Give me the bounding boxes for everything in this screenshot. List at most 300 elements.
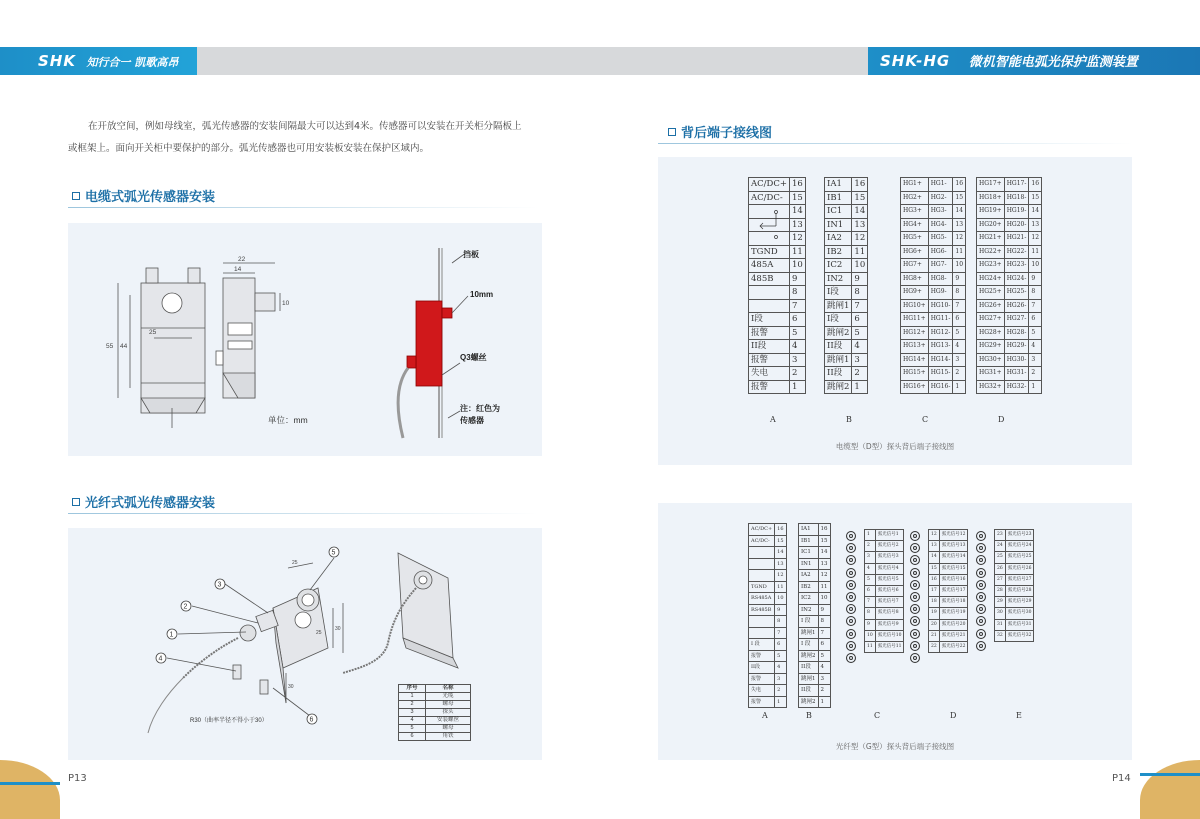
terminal-cell: 1 — [953, 380, 966, 394]
terminal-cell: 6 — [1029, 313, 1042, 327]
unit-label: 单位：mm — [268, 415, 308, 425]
terminal-cell: 8 — [775, 616, 786, 628]
terminal-cell: HG17- — [1004, 178, 1029, 192]
terminal-cell: 弧光信号3 — [875, 552, 904, 563]
table-row — [977, 380, 1042, 394]
terminal-cell — [749, 558, 775, 570]
dim-44: 44 — [120, 343, 128, 350]
table-row — [865, 619, 904, 630]
table-row — [901, 245, 966, 259]
table-row — [749, 353, 806, 367]
part-no: 1 — [399, 693, 426, 701]
callout-5: 5 — [331, 549, 336, 557]
terminal-cell: 报警 — [749, 696, 775, 708]
terminal-cell: 15 — [852, 191, 868, 205]
terminal-cell: 跳闸2 — [799, 696, 819, 708]
table-row — [977, 191, 1042, 205]
terminal-cell: 6 — [818, 639, 830, 651]
table-row — [977, 205, 1042, 219]
table-row — [977, 313, 1042, 327]
table-row — [995, 597, 1034, 608]
table-row — [901, 299, 966, 313]
table-row — [749, 581, 787, 593]
fiber-sensor-panel — [68, 528, 542, 760]
terminal-cell: 7 — [865, 597, 876, 608]
table-row — [749, 367, 806, 381]
red-sensor-shape — [416, 301, 442, 386]
header-left-logo — [38, 47, 178, 77]
bullet-square-icon — [668, 128, 676, 136]
terminal-cell: 弧光信号23 — [1005, 530, 1034, 541]
fiber-port-icon — [976, 568, 986, 578]
terminal-cell: 15 — [789, 191, 805, 205]
table-row — [825, 205, 868, 219]
table-row — [977, 326, 1042, 340]
terminal-cell: 报警 — [749, 380, 790, 394]
terminal-cell: IC2 — [799, 593, 819, 605]
table-row — [799, 524, 831, 536]
table-row — [749, 685, 787, 697]
terminal-cell: 5 — [818, 650, 830, 662]
table-row — [799, 685, 831, 697]
sensor-front-hole — [162, 293, 182, 313]
terminal-cell: 16 — [818, 524, 830, 536]
table-row — [825, 178, 868, 192]
terminal-cell: 485B — [749, 272, 790, 286]
fiber-port-icon — [846, 568, 856, 578]
terminal-cell: 弧光信号21 — [939, 630, 968, 641]
table-row — [901, 272, 966, 286]
table-row — [825, 218, 868, 232]
table-row — [749, 627, 787, 639]
terminal-cell: IC2 — [825, 259, 852, 273]
terminal-cell: 弧光信号24 — [1005, 541, 1034, 552]
terminal-cell: HG1+ — [901, 178, 929, 192]
intro-line-2: 或框架上。面向开关柜中要保护的部分。弧光传感器也可用安装板安装在保护区域内。 — [68, 143, 430, 154]
terminal-block — [976, 177, 1042, 394]
label-screw: Q3螺丝 — [460, 353, 487, 362]
terminal-cell: 6 — [852, 313, 868, 327]
terminal-cell: HG24- — [1004, 272, 1029, 286]
table-row — [749, 547, 787, 559]
terminal-cell: HG9+ — [901, 286, 929, 300]
table-row — [799, 650, 831, 662]
terminal-cell: HG12- — [928, 326, 953, 340]
terminal-cell: 弧光信号11 — [875, 642, 904, 653]
table-row — [825, 259, 868, 273]
terminal-cell: AC/DC- — [749, 535, 775, 547]
fiber-port-icon — [910, 641, 920, 651]
terminal-cell: 21 — [929, 630, 940, 641]
terminal-cell: TGND — [749, 245, 790, 259]
terminal-cell: 14 — [929, 552, 940, 563]
part-name: 角铁 — [426, 733, 471, 741]
table-row — [825, 191, 868, 205]
fiber-port-icon — [976, 629, 986, 639]
terminal-cell: 8 — [852, 286, 868, 300]
table-row — [901, 380, 966, 394]
terminal-cell: II段 — [825, 340, 852, 354]
table-row — [799, 581, 831, 593]
terminal-cell: 14 — [775, 547, 786, 559]
fiber-port-icon — [910, 580, 920, 590]
terminal-cell: 11 — [789, 245, 805, 259]
terminal-cell: 6 — [775, 639, 786, 651]
fiber-port-icon — [910, 629, 920, 639]
table-row — [901, 259, 966, 273]
table-row — [749, 524, 787, 536]
table-row — [749, 326, 806, 340]
table-row — [749, 650, 787, 662]
terminal-cell: 15 — [818, 535, 830, 547]
terminal-cell: I段 — [825, 286, 852, 300]
terminal-cell — [749, 627, 775, 639]
terminal-cell: 16 — [929, 574, 940, 585]
terminal-cell: HG5+ — [901, 232, 929, 246]
header-left-gray-band — [197, 47, 600, 75]
terminal-cell: 8 — [865, 608, 876, 619]
terminal-cell: 3 — [775, 673, 786, 685]
terminal-cell: 4 — [852, 340, 868, 354]
fiber-port-icon — [976, 580, 986, 590]
terminal-cell: HG22+ — [977, 245, 1005, 259]
terminal-cell: HG4- — [928, 218, 953, 232]
fiber-port-icon — [976, 604, 986, 614]
terminal-cell: 3 — [818, 673, 830, 685]
table-row — [901, 340, 966, 354]
fiber-port-icon — [976, 592, 986, 602]
brand-logo-left: SHK — [38, 52, 76, 70]
column-label: C — [874, 711, 881, 720]
terminal-cell: IN2 — [825, 272, 852, 286]
terminal-cell: HG20- — [1004, 218, 1029, 232]
terminal-cell: 7 — [775, 627, 786, 639]
terminal-cell: HG18+ — [977, 191, 1005, 205]
terminal-cell: 22 — [929, 642, 940, 653]
terminal-cell: AC/DC+ — [749, 178, 790, 192]
terminal-cell: 弧光信号6 — [875, 586, 904, 597]
table-row — [399, 709, 471, 717]
fiber-port-icon — [976, 641, 986, 651]
dim-55: 55 — [106, 343, 114, 350]
terminal-cell: 14 — [1029, 205, 1042, 219]
fiber-port-icon — [846, 604, 856, 614]
fiber-port-icon — [910, 531, 920, 541]
terminal-block — [900, 177, 966, 394]
part-name: 螺母 — [426, 701, 471, 709]
terminal-cell: 2 — [1029, 367, 1042, 381]
section-divider — [68, 207, 538, 208]
column-label: A — [762, 711, 768, 720]
terminal-cell: HG19+ — [977, 205, 1005, 219]
terminal-cell: IA1 — [825, 178, 852, 192]
terminal-cell: I 段 — [749, 639, 775, 651]
terminal-cell: 2 — [818, 685, 830, 697]
terminal-cell: 9 — [953, 272, 966, 286]
fiber-port-icon — [976, 555, 986, 565]
fiber-port-icon — [910, 555, 920, 565]
intro-line-1: 在开放空间，例如母线室，弧光传感器的安装间隔最大可以达到4米。传感器可以安装在开关柜分隔板上 — [88, 121, 522, 132]
terminal-cell: 16 — [789, 178, 805, 192]
label-hole: 10mm — [470, 290, 494, 299]
terminal-cell: HG30- — [1004, 353, 1029, 367]
table-row — [995, 563, 1034, 574]
terminal-cell: 14 — [789, 205, 805, 219]
part-no: 5 — [399, 725, 426, 733]
table-row — [825, 232, 868, 246]
terminal-cell: HG19- — [1004, 205, 1029, 219]
fiber-port-icon — [846, 531, 856, 541]
table-row — [929, 630, 968, 641]
table-row — [825, 245, 868, 259]
terminal-cell: HG18- — [1004, 191, 1029, 205]
table-row — [977, 178, 1042, 192]
bullet-square-icon — [72, 192, 80, 200]
terminal-cell: 9 — [818, 604, 830, 616]
part-name: 螺母 — [426, 725, 471, 733]
parts-table-header — [399, 685, 471, 693]
terminal-cell: 10 — [789, 259, 805, 273]
terminal-cell: RS485A — [749, 593, 775, 605]
table-row — [799, 547, 831, 559]
footer-gold-arc-left — [0, 760, 60, 819]
ground-switch-icon — [750, 204, 790, 244]
terminal-cell: 31 — [995, 619, 1006, 630]
terminal-cell: IA2 — [825, 232, 852, 246]
section-terminal-title — [668, 122, 772, 141]
terminal-cell: HG23+ — [977, 259, 1005, 273]
terminal-cell: 20 — [929, 619, 940, 630]
bullet-square-icon — [72, 498, 80, 506]
terminal-cell: 跳闸2 — [799, 650, 819, 662]
terminal-cell: 3 — [789, 353, 805, 367]
terminal-cell: 30 — [995, 608, 1006, 619]
terminal-cell: HG11- — [928, 313, 953, 327]
callout-6: 6 — [309, 716, 314, 724]
terminal-cell: II段 — [799, 685, 819, 697]
terminal-cell: HG27+ — [977, 313, 1005, 327]
terminal-cell: 5 — [865, 574, 876, 585]
terminal-cell: 跳闸1 — [825, 299, 852, 313]
table-row — [799, 558, 831, 570]
terminal-cell: 13 — [775, 558, 786, 570]
section-cable-sensor-label: 电缆式弧光传感器安装 — [85, 190, 216, 205]
table-row — [901, 367, 966, 381]
table-row — [749, 380, 806, 394]
terminal-cell: II段 — [749, 340, 790, 354]
terminal-cell: 弧光信号28 — [1005, 586, 1034, 597]
terminal-cell: 弧光信号15 — [939, 563, 968, 574]
terminal-cell: HG30+ — [977, 353, 1005, 367]
terminal-cell: 16 — [775, 524, 786, 536]
terminal-cell: 弧光信号29 — [1005, 597, 1034, 608]
terminal-cell: TGND — [749, 581, 775, 593]
table-row — [825, 326, 868, 340]
callout-1: 1 — [169, 631, 174, 639]
table-row — [929, 586, 968, 597]
terminal-cell: 28 — [995, 586, 1006, 597]
terminal-cell: HG3+ — [901, 205, 929, 219]
terminal-cell: IN1 — [799, 558, 819, 570]
terminal-cell: HG2- — [928, 191, 953, 205]
terminal-cell: IB2 — [825, 245, 852, 259]
dim-30-low: 30 — [288, 684, 294, 690]
column-label: C — [922, 415, 929, 424]
fiber-port-icon — [846, 616, 856, 626]
terminal-cell: 弧光信号5 — [875, 574, 904, 585]
terminal-block — [798, 523, 831, 708]
terminal-cell: RS485B — [749, 604, 775, 616]
table-row — [929, 619, 968, 630]
terminal-cell — [749, 299, 790, 313]
terminal-cell: 9 — [852, 272, 868, 286]
terminal-cell: 485A — [749, 259, 790, 273]
terminal-cell: 4 — [789, 340, 805, 354]
table-row — [977, 299, 1042, 313]
terminal-cell — [749, 547, 775, 559]
dim-25-top: 25 — [292, 560, 298, 566]
table-row — [749, 340, 806, 354]
table-row — [995, 530, 1034, 541]
table-row — [825, 272, 868, 286]
terminal-cell: HG28+ — [977, 326, 1005, 340]
terminal-cell: 2 — [789, 367, 805, 381]
parts-header-no: 序号 — [399, 685, 426, 693]
column-label: E — [1016, 711, 1022, 720]
terminal-cell: I段 — [825, 313, 852, 327]
terminal-cell: 弧光信号27 — [1005, 574, 1034, 585]
terminal-cell: 4 — [818, 662, 830, 674]
callout-2: 2 — [183, 603, 188, 611]
fiber-port-icon — [910, 653, 920, 663]
terminal-cell: 9 — [1029, 272, 1042, 286]
terminal-cell: 1 — [789, 380, 805, 394]
terminal-cell: 4 — [953, 340, 966, 354]
terminal-cell: 弧光信号19 — [939, 608, 968, 619]
table-row — [865, 642, 904, 653]
table-row — [865, 608, 904, 619]
terminal-cell: HG27- — [1004, 313, 1029, 327]
table-row — [977, 245, 1042, 259]
terminal-cell: IB2 — [799, 581, 819, 593]
table-row — [799, 639, 831, 651]
terminal-cell: 弧光信号2 — [875, 541, 904, 552]
table-row — [865, 586, 904, 597]
terminal-cell: HG5- — [928, 232, 953, 246]
terminal-cell: 15 — [1029, 191, 1042, 205]
terminal-cell: HG31- — [1004, 367, 1029, 381]
terminal-cell: 11 — [818, 581, 830, 593]
terminal-cell: 报警 — [749, 353, 790, 367]
terminal-cell: HG25+ — [977, 286, 1005, 300]
d-type-caption: 电缆型（D型）探头背后端子接线图 — [835, 442, 955, 451]
terminal-cell: HG24+ — [977, 272, 1005, 286]
terminal-cell: IN2 — [799, 604, 819, 616]
table-row — [825, 286, 868, 300]
fiber-port-icon — [846, 555, 856, 565]
table-row — [901, 205, 966, 219]
table-row — [929, 563, 968, 574]
terminal-cell: 13 — [1029, 218, 1042, 232]
terminal-cell: HG13- — [928, 340, 953, 354]
terminal-cell: I 段 — [799, 639, 819, 651]
table-row — [749, 259, 806, 273]
footer-gold-arc-right — [1140, 760, 1200, 819]
table-row — [901, 232, 966, 246]
terminal-cell: 弧光信号22 — [939, 642, 968, 653]
terminal-cell: 跳闸1 — [825, 353, 852, 367]
terminal-cell: 8 — [789, 286, 805, 300]
terminal-cell: HG8- — [928, 272, 953, 286]
terminal-cell: 10 — [865, 630, 876, 641]
terminal-cell: HG31+ — [977, 367, 1005, 381]
table-row — [865, 552, 904, 563]
table-row — [929, 608, 968, 619]
terminal-cell: 24 — [995, 541, 1006, 552]
table-row — [399, 725, 471, 733]
callout-4: 4 — [158, 655, 163, 663]
part-no: 3 — [399, 709, 426, 717]
terminal-cell: 10 — [775, 593, 786, 605]
terminal-cell: AC/DC+ — [749, 524, 775, 536]
terminal-cell: 11 — [953, 245, 966, 259]
table-row — [901, 178, 966, 192]
terminal-cell: 13 — [852, 218, 868, 232]
terminal-cell: 25 — [995, 552, 1006, 563]
terminal-cell — [749, 570, 775, 582]
table-row — [865, 530, 904, 541]
terminal-cell: HG15- — [928, 367, 953, 381]
table-row — [995, 574, 1034, 585]
terminal-cell: 17 — [929, 586, 940, 597]
terminal-cell: 报警 — [749, 326, 790, 340]
terminal-cell: 2 — [865, 541, 876, 552]
footer-blue-line-right — [1140, 773, 1200, 776]
terminal-cell: 15 — [953, 191, 966, 205]
fiber-port-icon — [910, 543, 920, 553]
terminal-cell: HG16- — [928, 380, 953, 394]
terminal-cell: 27 — [995, 574, 1006, 585]
table-row — [901, 286, 966, 300]
table-row — [749, 286, 806, 300]
terminal-cell: II段 — [749, 662, 775, 674]
terminal-cell: IC1 — [799, 547, 819, 559]
terminal-cell: 弧光信号26 — [1005, 563, 1034, 574]
header-right-gray-band — [600, 47, 868, 75]
terminal-cell: 8 — [818, 616, 830, 628]
terminal-cell: HG4+ — [901, 218, 929, 232]
terminal-cell: HG3- — [928, 205, 953, 219]
terminal-cell: 12 — [852, 232, 868, 246]
terminal-cell: IB1 — [799, 535, 819, 547]
fiber-port-icon — [910, 604, 920, 614]
terminal-cell: 跳闸2 — [825, 380, 852, 394]
table-row — [799, 696, 831, 708]
table-row — [749, 245, 806, 259]
table-row — [995, 630, 1034, 641]
brand-logo-right: SHK-HG — [880, 52, 951, 70]
table-row — [749, 535, 787, 547]
part-no: 2 — [399, 701, 426, 709]
table-row — [749, 178, 806, 192]
terminal-cell: 13 — [818, 558, 830, 570]
terminal-cell: 失电 — [749, 367, 790, 381]
table-row — [799, 673, 831, 685]
dim-22: 22 — [238, 256, 246, 263]
table-row — [749, 696, 787, 708]
terminal-cell: 12 — [1029, 232, 1042, 246]
terminal-cell: HG32+ — [977, 380, 1005, 394]
